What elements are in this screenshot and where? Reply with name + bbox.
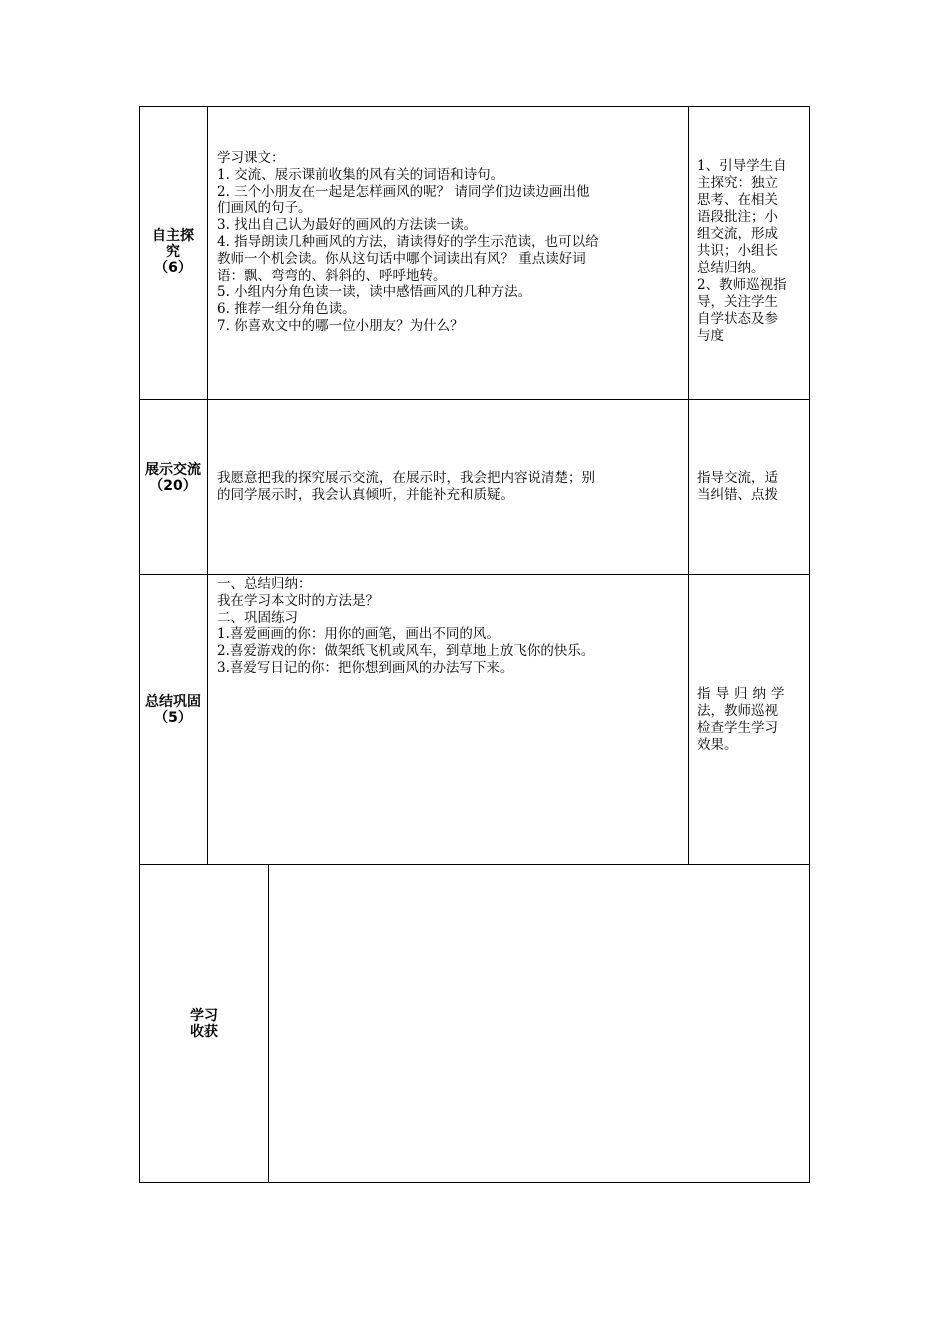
column-divider xyxy=(688,106,689,864)
summary-content xyxy=(217,576,683,677)
content-line: 的同学展示时，我会认真倾听，并能补充和质疑。 xyxy=(217,486,514,503)
content-line: 2.喜爱游戏的你：做架纸飞机或风车，到草地上放飞你的快乐。 xyxy=(217,643,595,660)
content-line: 6. 推荐一组分角色读。 xyxy=(217,301,356,318)
content-line: 3.喜爱写日记的你：把你想到画风的办法写下来。 xyxy=(217,659,514,676)
note-line: 指导交流，适 xyxy=(697,470,778,486)
section-title: 展示交流 xyxy=(145,462,201,478)
content-line: 1.喜爱画画的你：用你的画笔，画出不同的风。 xyxy=(217,626,500,643)
harvest-line: 收获 xyxy=(190,1024,218,1040)
content-line: 2. 三个小朋友在一起是怎样画风的呢？ 请同学们边读边画出他 xyxy=(217,183,590,200)
harvest-answer-area[interactable] xyxy=(269,865,809,1182)
section-minutes: （6） xyxy=(154,260,192,276)
content-line: 一、总结归纳： xyxy=(217,576,312,592)
section-title: 总结巩固 xyxy=(145,694,201,710)
content-line: 1. 交流、展示课前收集的风有关的词语和诗句。 xyxy=(217,166,505,183)
content-line: 我愿意把我的探究展示交流，在展示时，我会把内容说清楚；别 xyxy=(217,470,595,486)
note-line: 效果。 xyxy=(697,737,738,753)
section-label-harvest xyxy=(174,1008,234,1040)
note-line: 当纠错、点拨 xyxy=(697,487,778,503)
section-label-summary xyxy=(143,694,203,726)
row-divider xyxy=(139,574,810,575)
note-line: 导，关注学生 xyxy=(697,294,778,310)
note-line: 指导归纳学 xyxy=(697,686,790,702)
self-study-content xyxy=(217,150,683,335)
content-line: 3. 找出自己认为最好的画风的方法读一读。 xyxy=(217,217,478,234)
section-minutes: （5） xyxy=(154,710,192,726)
section-label-self-study xyxy=(143,228,203,276)
note-line: 1、引导学生自 xyxy=(697,158,787,174)
content-line: 4. 指导朗读几种画风的方法，请读得好的学生示范读，也可以给 xyxy=(217,233,599,250)
note-line: 总结归纳。 xyxy=(697,260,765,276)
note-line: 主探究：独立 xyxy=(697,175,778,191)
note-line: 检查学生学习 xyxy=(697,720,778,736)
content-line: 教师一个机会读。你从这句话中哪个词读出有风？ 重点读好词 xyxy=(217,250,586,267)
row-divider xyxy=(139,399,810,400)
section-title: 自主探究 xyxy=(152,228,194,260)
note-line: 组交流，形成 xyxy=(697,226,778,242)
content-line: 语：飘、弯弯的、斜斜的、呼呼地转。 xyxy=(217,267,447,284)
note-line: 法，教师巡视 xyxy=(697,703,778,719)
note-line: 与度 xyxy=(697,328,724,344)
content-line: 5. 小组内分角色读一读，读中感悟画风的几种方法。 xyxy=(217,284,532,301)
content-line: 学习课文： xyxy=(217,150,285,166)
self-study-teacher-note xyxy=(697,158,805,345)
presentation-teacher-note xyxy=(697,470,805,504)
content-line: 我在学习本文时的方法是？ xyxy=(217,592,379,609)
content-line: 7. 你喜欢文中的哪一位小朋友？为什么？ xyxy=(217,317,464,334)
summary-teacher-note xyxy=(697,686,805,754)
column-divider xyxy=(207,106,208,864)
note-line: 语段批注；小 xyxy=(697,209,778,225)
presentation-content xyxy=(217,470,683,504)
content-line: 二、巩固练习 xyxy=(217,609,298,626)
note-line: 思考、在相关 xyxy=(697,192,778,208)
content-line: 们画风的句子。 xyxy=(217,200,312,217)
note-line: 自学状态及参 xyxy=(697,311,778,327)
harvest-line: 学习 xyxy=(190,1008,218,1024)
note-line: 共识；小组长 xyxy=(697,243,778,259)
section-minutes: （20） xyxy=(149,478,197,494)
note-line: 2、教师巡视指 xyxy=(697,277,787,293)
section-label-presentation xyxy=(143,462,203,494)
